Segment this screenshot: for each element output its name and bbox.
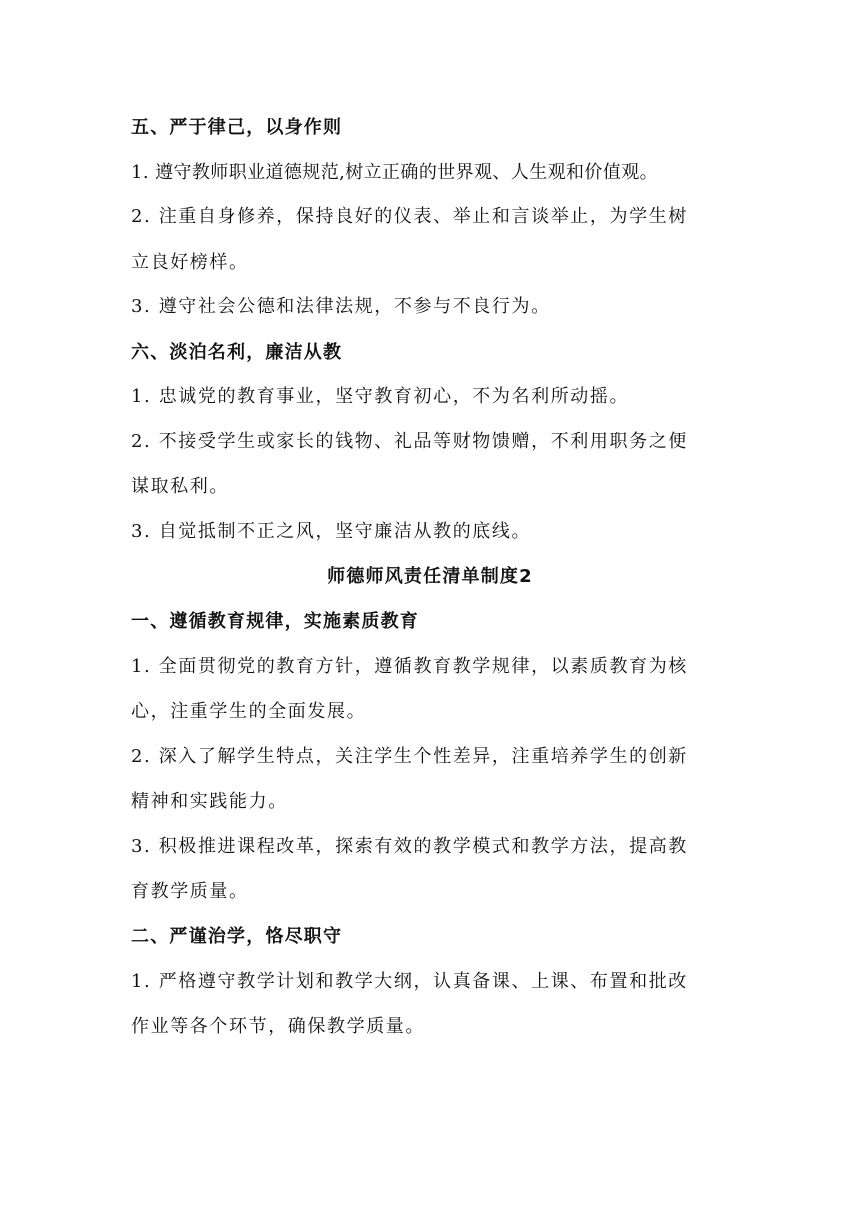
list-item-continuation: 作业等各个环节，确保教学质量。: [131, 1016, 425, 1037]
list-item: 1. 遵守教师职业道德规范,树立正确的世界观、人生观和价值观。: [131, 162, 659, 183]
section-heading: 二、严谨治学，恪尽职守: [131, 926, 343, 947]
list-item: 3. 积极推进课程改革，探索有效的教学模式和教学方法，提高教: [131, 836, 688, 857]
list-item: 1. 忠诚党的教育事业，坚守教育初心，不为名利所动摇。: [131, 386, 630, 407]
section-heading: 五、严于律己，以身作则: [131, 117, 343, 138]
list-item: 3. 自觉抵制不正之风，坚守廉洁从教的底线。: [131, 521, 532, 542]
section-heading: 一、遵循教育规律，实施素质教育: [131, 611, 419, 632]
list-item: 2. 注重自身修养，保持良好的仪表、举止和言谈举止，为学生树: [131, 206, 688, 227]
list-item-continuation: 精神和实践能力。: [131, 791, 288, 812]
list-item: 1. 全面贯彻党的教育方针，遵循教育教学规律，以素质教育为核: [131, 656, 688, 677]
list-item-continuation: 心，注重学生的全面发展。: [131, 701, 367, 722]
list-item: 2. 深入了解学生特点，关注学生个性差异，注重培养学生的创新: [131, 746, 688, 767]
section-heading: 六、淡泊名利，廉洁从教: [131, 342, 343, 363]
list-item-continuation: 谋取私利。: [131, 476, 229, 497]
list-item: 1. 严格遵守教学计划和教学大纲，认真备课、上课、布置和批改: [131, 971, 688, 992]
document-title: 师德师风责任清单制度2: [327, 566, 533, 587]
list-item-continuation: 育教学质量。: [131, 881, 249, 902]
list-item-continuation: 立良好榜样。: [131, 252, 249, 273]
list-item: 3. 遵守社会公德和法律法规，不参与不良行为。: [131, 296, 551, 317]
list-item: 2. 不接受学生或家长的钱物、礼品等财物馈赠，不利用职务之便: [131, 431, 688, 452]
